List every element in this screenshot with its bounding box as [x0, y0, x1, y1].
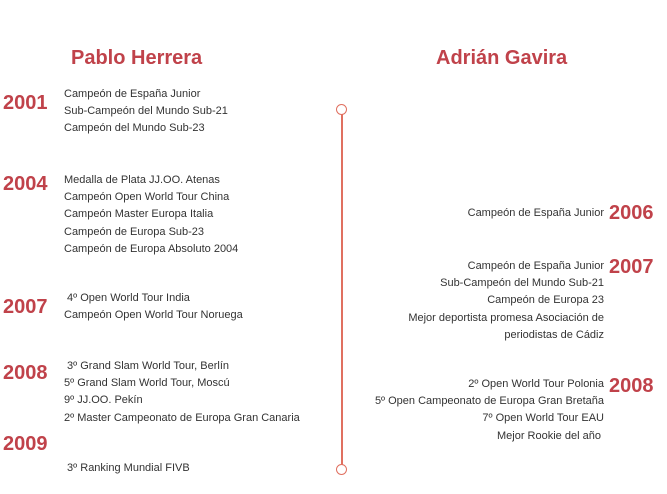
left-entry-year: 2009 [3, 433, 48, 455]
timeline-line [341, 110, 343, 470]
achievement-item: 2º Master Campeonato de Europa Gran Canaria [64, 411, 300, 424]
achievement-item: Campeón de Europa 23 [487, 294, 604, 307]
achievement-item: 5º Grand Slam World Tour, Moscú [64, 377, 230, 390]
achievement-item: 3º Ranking Mundial FIVB [64, 462, 190, 474]
achievement-item: 3º Grand Slam World Tour, Berlín [64, 360, 230, 372]
left-entry-year: 2008 [3, 362, 48, 384]
achievement-item: 7º Open World Tour EAU [482, 412, 604, 425]
achievement-item: Sub-Campeón del Mundo Sub-21 [64, 105, 228, 118]
right-player-name: Adrián Gavira [436, 47, 568, 69]
left-entry-year: 2001 [3, 92, 48, 114]
achievement-item: 2º Open World Tour Polonia [468, 378, 604, 390]
achievement-item: Sub-Campeón del Mundo Sub-21 [440, 277, 604, 290]
right-entry-year: 2008 [609, 375, 654, 397]
left-entry-achievements [64, 290, 243, 324]
left-entry-year: 2004 [3, 173, 48, 195]
achievement-item: periodistas de Cádiz [504, 328, 604, 341]
right-entry-achievements [408, 258, 604, 344]
achievement-item: Mejor deportista promesa Asociación de [408, 311, 604, 324]
achievement-item: Campeón Master Europa Italia [64, 208, 214, 221]
timeline-end-node [336, 464, 347, 475]
left-entry-year: 2007 [3, 296, 48, 318]
achievement-item: Campeón Open World Tour China [64, 191, 230, 204]
right-entry-year: 2007 [609, 256, 654, 278]
right-entry-achievements [468, 205, 604, 222]
achievement-item: Campeón Open World Tour Noruega [64, 309, 243, 322]
left-entry-achievements [64, 172, 238, 258]
achievement-item: Campeón de España Junior [467, 260, 604, 272]
achievement-item: Campeón del Mundo Sub-23 [64, 122, 205, 135]
achievement-item: Mejor Rookie del año [496, 429, 604, 442]
timeline-start-node [336, 104, 347, 115]
right-entry-year: 2006 [609, 202, 654, 224]
achievement-item: 9º JJ.OO. Pekín [64, 394, 143, 407]
right-entry-achievements [375, 376, 604, 445]
achievement-item: 4º Open World Tour India [64, 292, 190, 304]
achievement-item: 5º Open Campeonato de Europa Gran Bretaña [374, 395, 604, 408]
achievement-item: Campeón de Europa Sub-23 [64, 225, 205, 238]
left-entry-achievements [64, 86, 228, 138]
achievement-item: Medalla de Plata JJ.OO. Atenas [64, 174, 220, 186]
left-player-name: Pablo Herrera [71, 47, 203, 69]
achievement-item: Campeón de Europa Absoluto 2004 [64, 242, 239, 255]
achievement-item: Campeón de España Junior [467, 207, 604, 219]
left-entry-achievements [64, 460, 190, 477]
achievement-item: Campeón de España Junior [64, 88, 201, 100]
left-entry-achievements [64, 358, 300, 427]
